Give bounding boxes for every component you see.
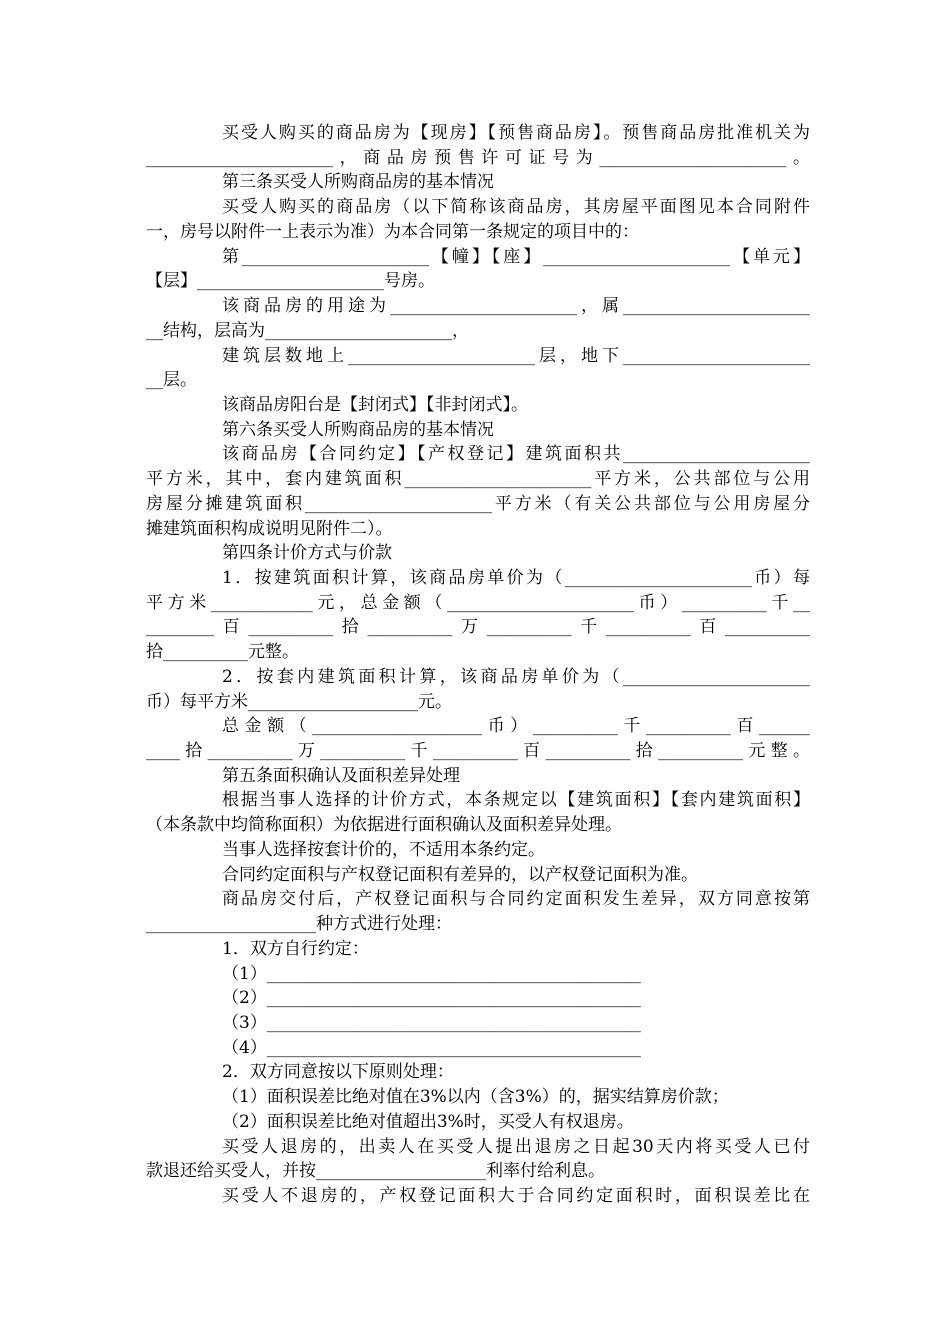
- text-line: 该商品房阳台是【封闭式】【非封闭式】。: [222, 394, 528, 415]
- text-line: 商品房交付后，产权登记面积与合同约定面积发生差异，双方同意按第: [222, 889, 810, 910]
- text-line: 第四条计价方式与价款: [222, 543, 392, 564]
- text-line: 一，房号以附件一上表示为准）为本合同第一条规定的项目中的：: [146, 221, 639, 242]
- text-line: 根据当事人选择的计价方式，本条规定以【建筑面积】【套内建筑面积】: [222, 790, 810, 811]
- text-line: 第三条买受人所购商品房的基本情况: [222, 172, 494, 193]
- text-line: 房屋分摊建筑面积______________________平方米（有关公共部位与公用房屋分: [146, 493, 810, 514]
- text-line: （2）面积误差比绝对值超出3%时，买受人有权退房。: [222, 1111, 634, 1132]
- text-line: 建筑层数地上______________________层，地下______________________: [222, 345, 810, 366]
- text-line: 币）每平方米____________________元。: [146, 691, 452, 712]
- text-line: ____________________种方式进行处理：: [146, 914, 452, 934]
- text-line: 第______________________【幢】【座】______________________【单元】: [222, 246, 810, 267]
- text-line: 2．双方同意按以下原则处理：: [222, 1062, 454, 1083]
- text-line: （2）____________________________________________: [222, 988, 641, 1009]
- text-line: （3）____________________________________________: [222, 1012, 641, 1033]
- text-line: 当事人选择按套计价的，不适用本条约定。: [222, 839, 545, 860]
- text-line: 1．按建筑面积计算，该商品房单价为（______________________币）每: [222, 568, 810, 588]
- text-line: 拾__________元整。: [146, 642, 299, 663]
- text-line: （1）____________________________________________: [222, 963, 641, 984]
- text-line: __结构，层高为______________________，: [146, 320, 469, 341]
- text-line: （本条款中均简称面积）为依据进行面积确认及面积差异处理。: [146, 815, 622, 836]
- text-line: 平方米，其中，套内建筑面积______________________平方米，公共部位与公用: [146, 469, 810, 490]
- text-line: __层。: [146, 370, 197, 391]
- text-line: 第五条面积确认及面积差异处理: [222, 765, 460, 786]
- text-line: （1）面积误差比绝对值在3%以内（含3%）的，据实结算房价款；: [222, 1087, 729, 1108]
- text-line: 第六条买受人所购商品房的基本情况: [222, 419, 494, 440]
- text-line: 摊建筑面积构成说明见附件二）。: [146, 518, 393, 539]
- text-line: 买受人不退房的，产权登记面积大于合同约定面积时，面积误差比在: [222, 1186, 810, 1206]
- text-line: 买受人购买的商品房（以下简称该商品房，其房屋平面图见本合同附件: [222, 197, 810, 218]
- text-line: 该商品房【合同约定】【产权登记】建筑面积共______________________: [222, 444, 810, 465]
- text-line: ______________________，商品房预售许可证号为______________________。: [146, 147, 810, 168]
- text-line: 合同约定面积与产权登记面积有差异的，以产权登记面积为准。: [222, 864, 698, 885]
- text-line: 买受人购买的商品房为【现房】【预售商品房】。预售商品房批准机关为: [222, 123, 810, 143]
- text-line: 该商品房的用途为______________________，属______________________: [222, 296, 810, 316]
- text-line: （4）____________________________________________: [222, 1037, 641, 1058]
- text-line: ____拾__________万__________千__________百__________拾__________元整。: [146, 741, 810, 761]
- text-line: 2．按套内建筑面积计算，该商品房单价为（______________________: [222, 666, 810, 687]
- text-line: 1．双方自行约定：: [222, 938, 369, 959]
- text-line: 平方米____________元，总金额（______________________币）__________千__: [146, 592, 810, 613]
- text-line: 买受人退房的，出卖人在买受人提出退房之日起30天内将买受人已付: [222, 1136, 810, 1157]
- text-line: ________百__________拾__________万__________千__________百__________: [146, 617, 810, 638]
- text-line: 款退还给买受人，并按____________________利率付给利息。: [146, 1161, 605, 1182]
- text-line: 总金额（____________________币）__________千__________百______: [222, 716, 810, 737]
- text-line: 【层】______________________号房。: [146, 271, 435, 292]
